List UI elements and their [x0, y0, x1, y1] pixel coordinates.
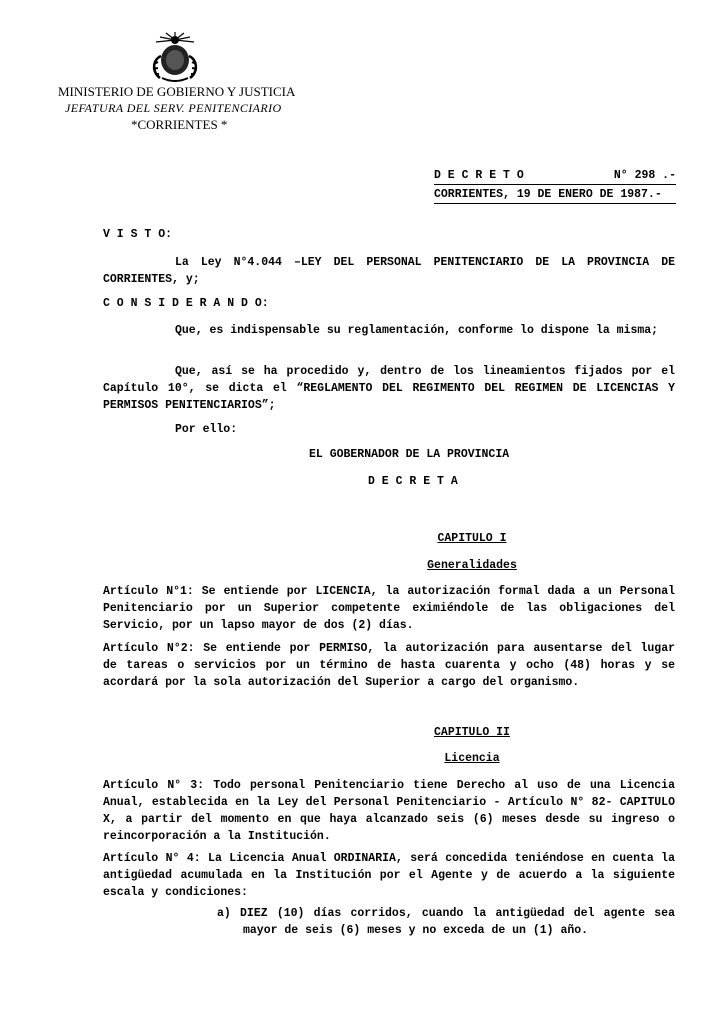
decree-label: D E C R E T O [434, 169, 524, 182]
chapter-1-subtitle: Generalidades [427, 559, 517, 572]
decree-number: N° 298 .- [613, 169, 676, 182]
article-2: Artículo N°2: Se entiende por PERMISO, la autorización para ausentarse del lugar de tareas o servicios por un término de hasta cuarenta y ocho (48) horas y se acordará por la sola autorización del Superior a cargo del organismo. [103, 642, 675, 689]
decree-place-date: CORRIENTES, 19 DE ENERO DE 1987.- [434, 188, 662, 201]
considerando-paragraph-2: Que, así se ha procedido y, dentro de los lineamientos fijados por el Capítulo 10°, se dicta el “REGLAMENTO DEL REGIMENTO DEL REGIMEN DE LICENCIAS Y PERMISOS PENITENCIARIOS”; [103, 365, 675, 412]
article-3: Artículo N° 3: Todo personal Penitenciario tiene Derecho al uso de una Licencia Anual, establecida en la Ley del Personal Penitenciario - Artículo N° 82- CAPITULO X, a partir del momento en que haya alcanzado seis (6) meses desde su ingreso o reincorporación a la Institución. [103, 779, 675, 843]
chapter-2-subtitle: Licencia [444, 752, 500, 765]
provincial-seal-icon [146, 30, 204, 84]
governor-line: EL GOBERNADOR DE LA PROVINCIA [309, 448, 510, 461]
department-name: JEFATURA DEL SERV. PENITENCIARIO [65, 101, 282, 115]
visto-heading: V I S T O: [103, 228, 173, 241]
considerando-heading: C O N S I D E R A N D O: [103, 297, 269, 310]
decreta-line: D E C R E T A [368, 475, 458, 488]
article-4-item-a: a) DIEZ (10) días corridos, cuando la antigüedad del agente sea mayor de seis (6) meses y no exceda de un (1) año. [217, 907, 675, 937]
decree-header [434, 168, 676, 204]
province-name: *CORRIENTES * [131, 117, 228, 132]
article-4: Artículo N° 4: La Licencia Anual ORDINARIA, será concedida teniéndose en cuenta la antigüedad acumulada en la Institución por el Agente y de acuerdo a la siguiente escala y condiciones: [103, 852, 675, 899]
chapter-1-title: CAPITULO I [437, 532, 507, 545]
chapter-2-title: CAPITULO II [434, 726, 510, 739]
visto-text: La Ley N°4.044 –LEY DEL PERSONAL PENITENCIARIO DE LA PROVINCIA DE CORRIENTES, y; [103, 256, 675, 286]
considerando-paragraph-1: Que, es indispensable su reglamentación, conforme lo dispone la misma; [175, 324, 659, 337]
ministry-name: MINISTERIO DE GOBIERNO Y JUSTICIA [58, 84, 296, 99]
por-ello: Por ello: [175, 423, 238, 436]
article-1: Artículo N°1: Se entiende por LICENCIA, la autorización formal dada a un Personal Penitenciario por un Superior competente eximiéndole de las obligaciones del Servicio, por un lapso mayor de dos (2) días. [103, 585, 675, 632]
